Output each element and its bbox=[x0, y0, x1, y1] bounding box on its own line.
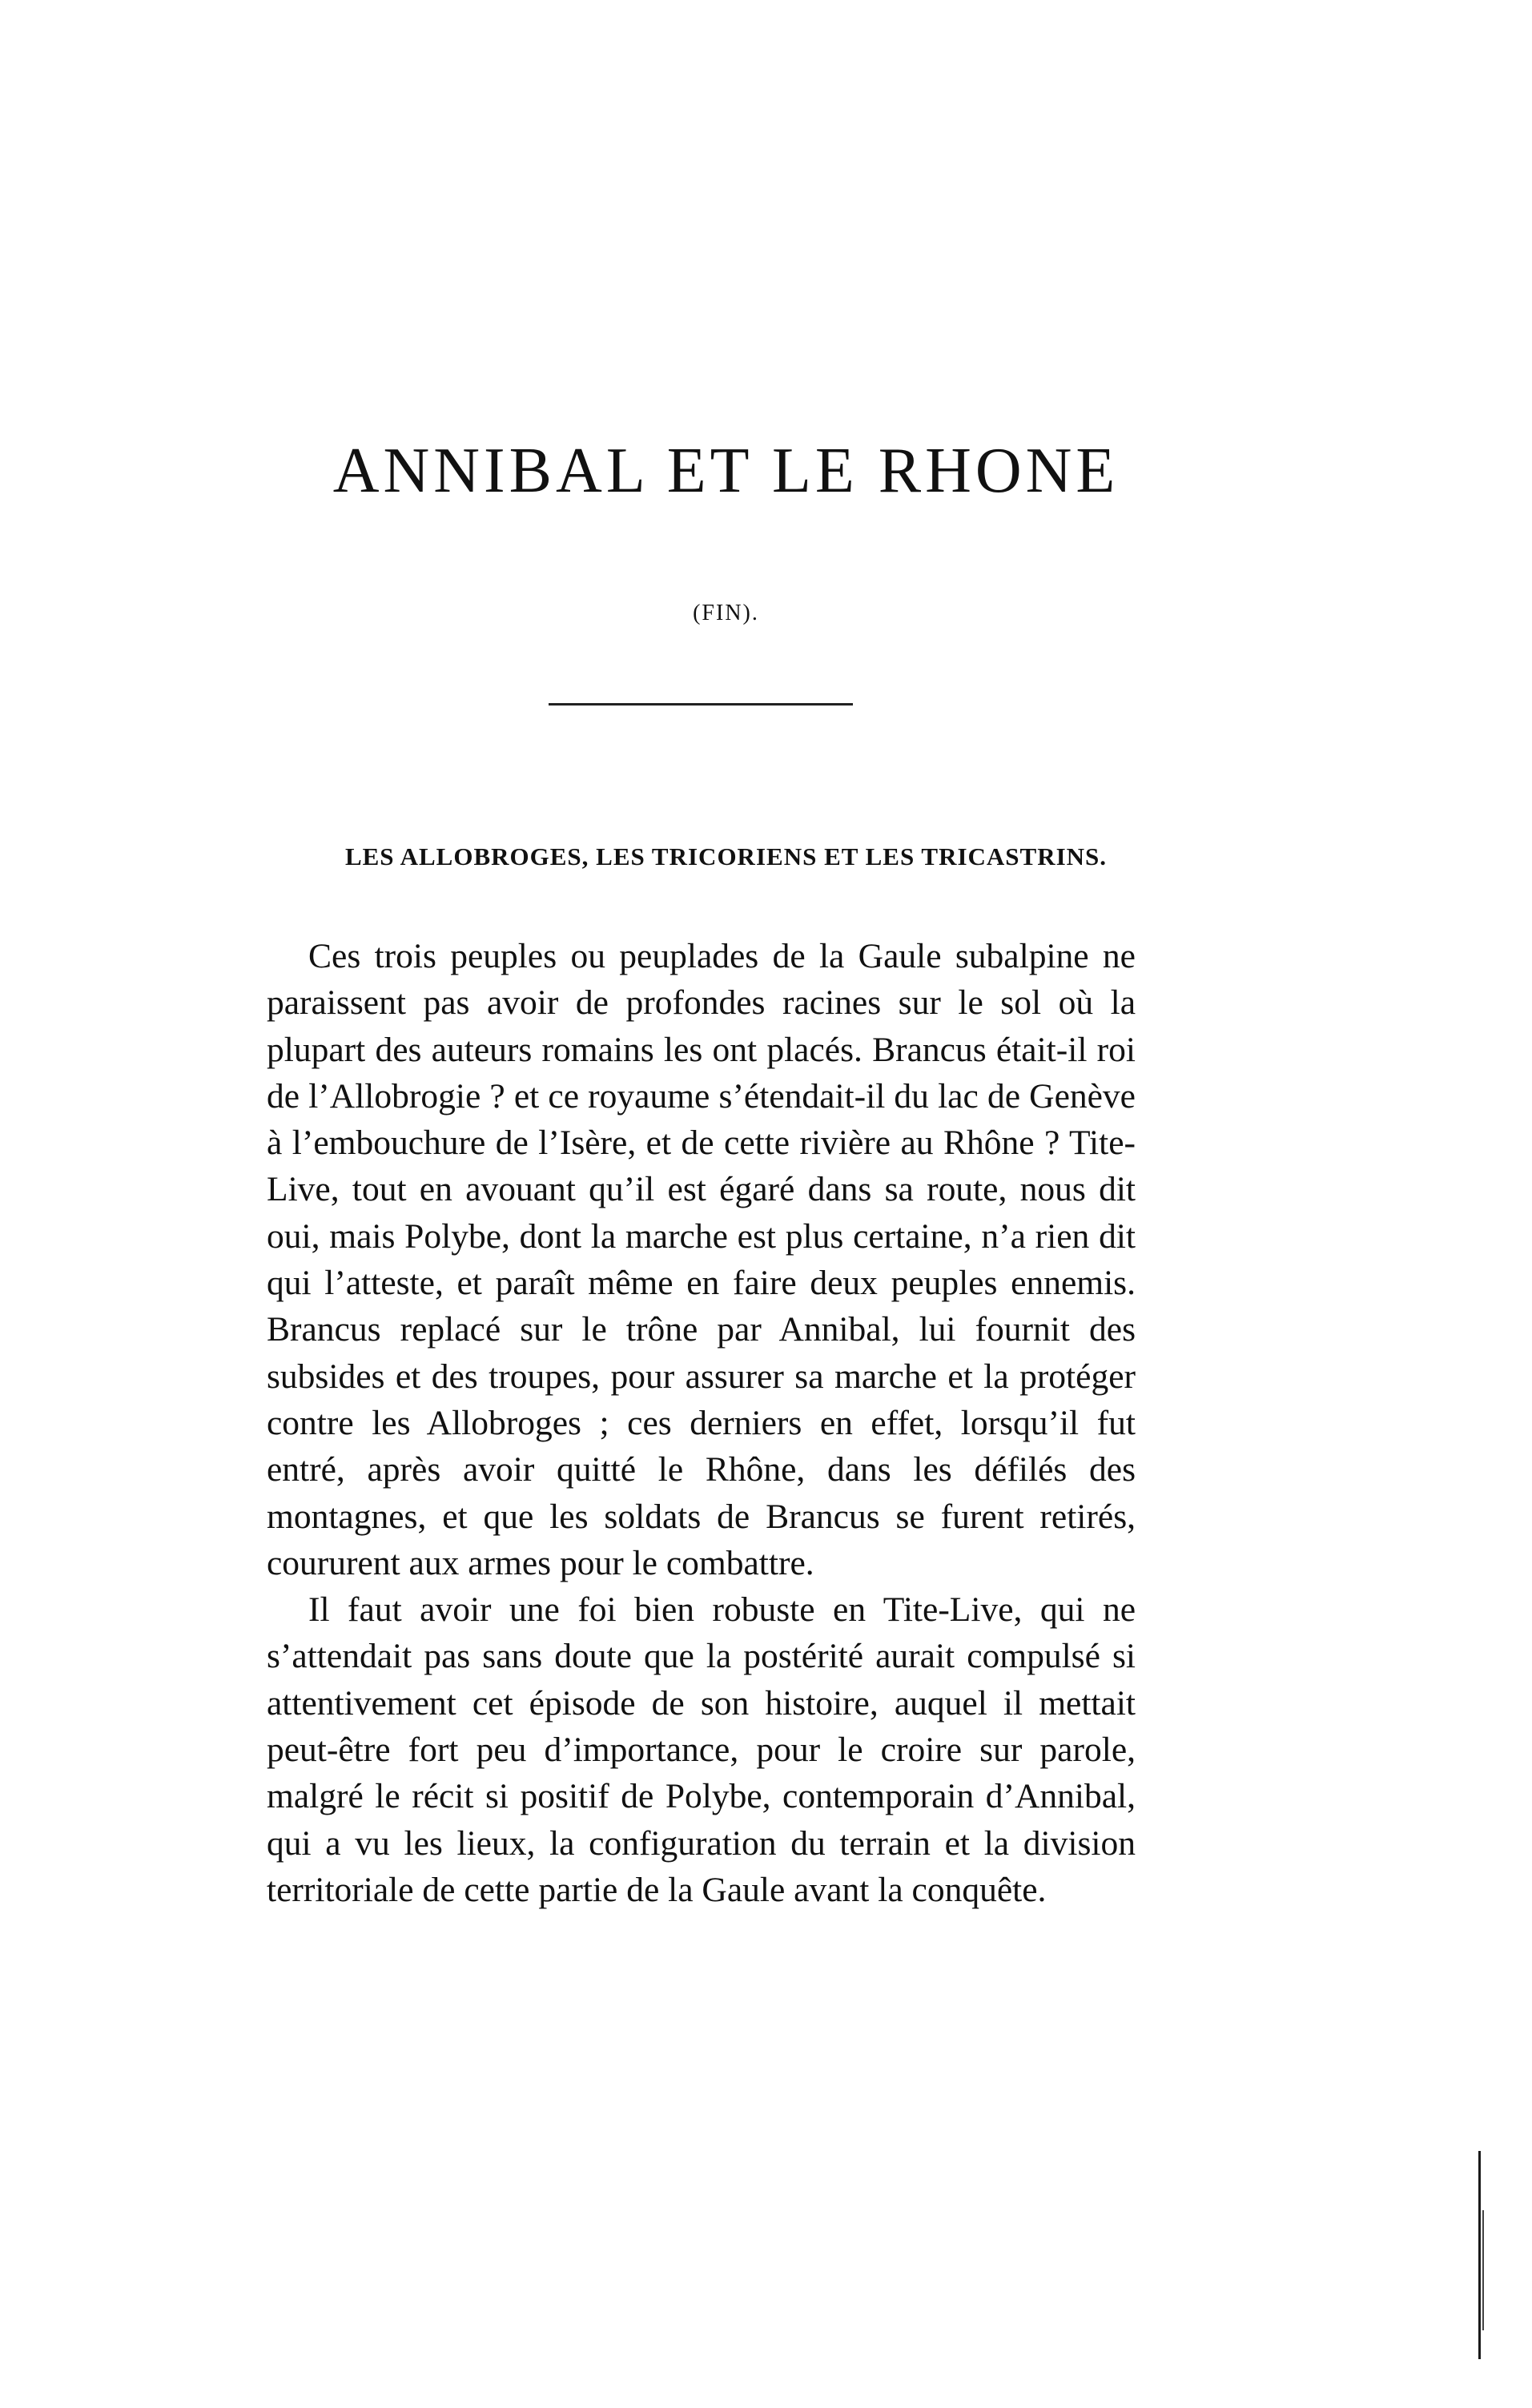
body-text bbox=[267, 933, 1136, 1913]
margin-scan-mark bbox=[1478, 2151, 1481, 2359]
title-divider bbox=[549, 703, 853, 706]
section-heading: LES ALLOBROGES, LES TRICORIENS ET LES TRICASTRINS. bbox=[344, 842, 1108, 870]
paragraph: Ces trois peuples ou peuplades de la Gaule subalpine ne paraissent pas avoir de profondes racines sur le sol où la plupart des auteurs romains les ont placés. Brancus était-il roi de l’Allobrogie ? et ce royaume s’étendait-il du lac de Genève à l’embouchure de l’Isère, et de cette rivière au Rhône ? Tite-Live, tout en avouant qu’il est égaré dans sa route, nous dit oui, mais Polybe, dont la marche est plus certaine, n’a rien dit qui l’atteste, et paraît même en faire deux peuples ennemis. Brancus replacé sur le trône par Annibal, lui fournit des subsides et des troupes, pour assurer sa marche et la protéger contre les Allobroges ; ces derniers en effet, lorsqu’il fut entré, après avoir quitté le Rhône, dans les défilés des montagnes, et que les soldats de Brancus se furent retirés, coururent aux armes pour le combattre. bbox=[267, 937, 1136, 1582]
margin-scan-mark bbox=[1482, 2210, 1484, 2330]
article-subtitle: (FIN). bbox=[693, 601, 759, 625]
paragraph: Il faut avoir une foi bien robuste en Tite-Live, qui ne s’attendait pas sans doute que la postérité aurait compulsé si attentivement cet épisode de son histoire, auquel il mettait peut-être fort peu d’importance, pour le croire sur parole, malgré le récit si positif de Polybe, contemporain d’Annibal, qui a vu les lieux, la configuration du terrain et la division territoriale de cette partie de la Gaule avant la conquête. bbox=[267, 1590, 1136, 1909]
article-title: ANNIBAL ET LE RHONE bbox=[332, 436, 1120, 506]
